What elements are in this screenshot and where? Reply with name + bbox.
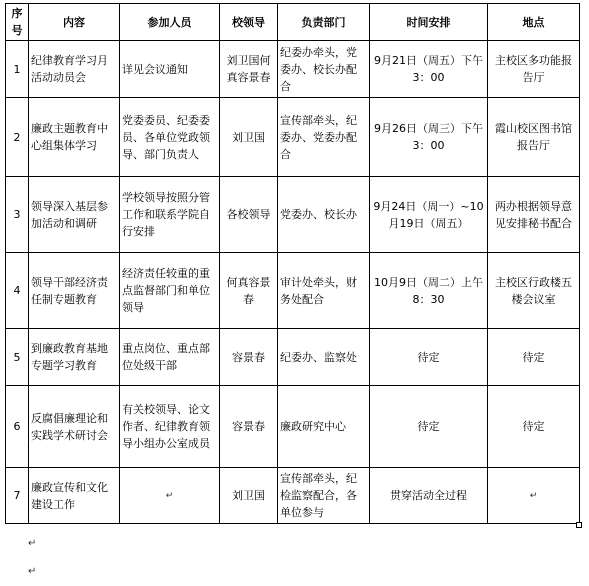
cell-no: 4 [6,253,29,329]
cell-content: 反腐倡廉理论和实践学术研讨会 [29,386,120,468]
cell-time: 9月24日（周一）~10月19日（周五） [370,177,488,253]
cell-place: 主校区行政楼五楼会议室 [488,253,580,329]
table-row [6,98,580,177]
cell-place: 待定 [488,329,580,386]
cell-no: 7 [6,468,29,524]
table-row [6,41,580,98]
header-dept: 负责部门 [278,4,370,41]
cell-content: 领导干部经济责任制专题教育 [29,253,120,329]
paragraph-mark: ↵ [28,538,37,549]
cell-time: 10月9日（周二）上午8：30 [370,253,488,329]
paragraph-mark: ↵ [165,491,174,501]
cell-no: 1 [6,41,29,98]
cell-place: 待定 [488,386,580,468]
cell-leader: 容景春 [220,329,278,386]
cell-participants [120,468,220,524]
header-time: 时间安排 [370,4,488,41]
header-leader: 校领导 [220,4,278,41]
header-participants: 参加人员 [120,4,220,41]
cell-leader: 刘卫国 [220,98,278,177]
cell-participants: 经济责任较重的重点监督部门和单位领导 [120,253,220,329]
cell-dept: 纪委办、监察处 [278,329,370,386]
cell-content: 廉政主题教育中心组集体学习 [29,98,120,177]
table-row [6,468,580,524]
paragraph-mark: ↵ [28,566,37,577]
cell-place [488,468,580,524]
cell-no: 5 [6,329,29,386]
cell-content: 到廉政教育基地专题学习教育 [29,329,120,386]
cell-time: 9月26日（周三）下午3：00 [370,98,488,177]
cell-leader: 各校领导 [220,177,278,253]
cell-dept: 审计处牵头，财务处配合 [278,253,370,329]
schedule-table [5,3,580,524]
cell-leader: 刘卫国 [220,468,278,524]
header-content: 内容 [29,4,120,41]
cell-no: 6 [6,386,29,468]
header-row [6,4,580,41]
cell-no: 2 [6,98,29,177]
cell-leader: 刘卫国何真容景春 [220,41,278,98]
table-row [6,177,580,253]
table-resize-handle[interactable] [576,522,582,528]
cell-participants: 学校领导按照分管工作和联系学院自行安排 [120,177,220,253]
header-no: 序号 [6,4,29,41]
cell-content: 领导深入基层参加活动和调研 [29,177,120,253]
cell-participants: 党委委员、纪委委员、各单位党政领导、部门负责人 [120,98,220,177]
cell-time: 9月21日（周五）下午3：00 [370,41,488,98]
cell-participants: 有关校领导、论文作者、纪律教育领导小组办公室成员 [120,386,220,468]
table-row [6,253,580,329]
paragraph-mark: ↵ [529,491,538,501]
cell-participants: 重点岗位、重点部位处级干部 [120,329,220,386]
cell-leader: 何真容景春 [220,253,278,329]
cell-participants: 详见会议通知 [120,41,220,98]
cell-dept: 党委办、校长办 [278,177,370,253]
cell-dept: 宣传部牵头，纪检监察配合，各单位参与 [278,468,370,524]
cell-content: 纪律教育学习月活动动员会 [29,41,120,98]
cell-leader: 容景春 [220,386,278,468]
header-place: 地点 [488,4,580,41]
table-row [6,386,580,468]
cell-time: 待定 [370,386,488,468]
cell-dept: 宣传部牵头，纪委办、党委办配合 [278,98,370,177]
cell-content: 廉政宣传和文化建设工作 [29,468,120,524]
cell-no: 3 [6,177,29,253]
cell-time: 贯穿活动全过程 [370,468,488,524]
cell-place: 主校区多功能报告厅 [488,41,580,98]
cell-dept: 纪委办牵头，党委办、校长办配合 [278,41,370,98]
cell-time: 待定 [370,329,488,386]
cell-place: 两办根据领导意见安排秘书配合 [488,177,580,253]
cell-place: 霞山校区图书馆报告厅 [488,98,580,177]
table-row [6,329,580,386]
cell-dept: 廉政研究中心 [278,386,370,468]
